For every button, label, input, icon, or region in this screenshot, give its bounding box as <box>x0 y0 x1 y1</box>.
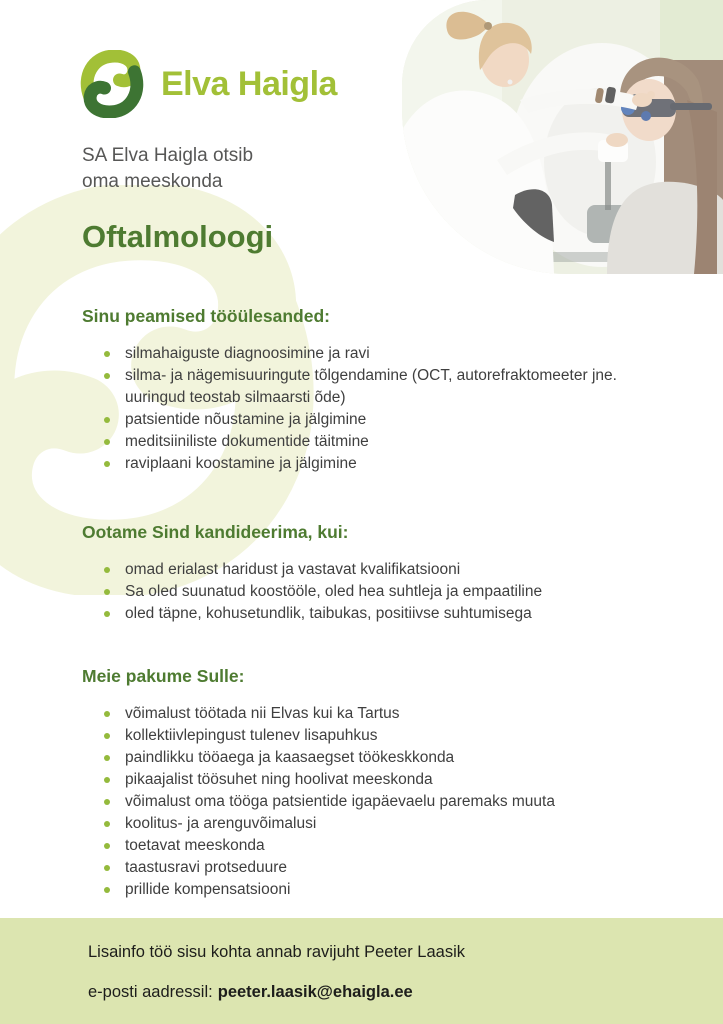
list-item: silmahaiguste diagnoosimine ja ravi <box>82 343 660 365</box>
elva-haigla-logo-icon <box>78 50 146 118</box>
email-label: e-posti aadressil: <box>88 983 213 1001</box>
list-item: võimalust oma tööga patsientide igapäevaelu paremaks muuta <box>82 791 660 813</box>
eye-exam-photo <box>402 0 723 274</box>
footer-band <box>0 918 723 1024</box>
section-requirements-heading: Ootame Sind kandideerima, kui: <box>82 522 349 542</box>
section-requirements <box>82 522 660 625</box>
list-item: omad erialast haridust ja vastavat kvalifikatsiooni <box>82 559 660 581</box>
list-item: raviplaani koostamine ja jälgimine <box>82 453 660 475</box>
list-item: paindlikku tööaega ja kaasaegset töökeskkonda <box>82 747 660 769</box>
list-item: patsientide nõustamine ja jälgimine <box>82 409 660 431</box>
offer-list <box>82 703 660 901</box>
intro-text <box>82 143 253 195</box>
section-offer <box>82 666 660 901</box>
list-item: prillide kompensatsiooni <box>82 879 660 901</box>
list-item: Sa oled suunatud koostööle, oled hea suhtleja ja empaatiline <box>82 581 660 603</box>
list-item: taastusravi protseduure <box>82 857 660 879</box>
contact-info: Lisainfo töö sisu kohta annab ravijuht Peeter Laasik <box>88 943 465 961</box>
section-tasks-heading: Sinu peamised tööülesanded: <box>82 306 330 326</box>
tasks-list <box>82 343 660 475</box>
intro-line1: SA Elva Haigla otsib <box>82 145 254 166</box>
email-line <box>0 981 723 1003</box>
eye-exam-photo-illustration <box>402 0 723 274</box>
list-item: silma- ja nägemisuuringute tõlgendamine (OCT, autorefraktomeeter jne. uuringud teostab silmaarsti õde) <box>82 365 660 409</box>
list-item: koolitus- ja arenguvõimalusi <box>82 813 660 835</box>
brand-name: Elva Haigla <box>161 64 337 103</box>
list-item: pikaajalist töösuhet ning hoolivat meeskonda <box>82 769 660 791</box>
brand-logo <box>78 50 337 118</box>
section-tasks <box>82 306 660 475</box>
email-address[interactable]: peeter.laasik@ehaigla.ee <box>217 983 413 1001</box>
list-item: võimalust töötada nii Elvas kui ka Tartus <box>82 703 660 725</box>
job-title: Oftalmoloogi <box>82 219 274 254</box>
list-item: meditsiiniliste dokumentide täitmine <box>82 431 660 453</box>
section-offer-heading: Meie pakume Sulle: <box>82 666 245 686</box>
list-item: kollektiivlepingust tulenev lisapuhkus <box>82 725 660 747</box>
list-item: oled täpne, kohusetundlik, taibukas, positiivse suhtumisega <box>82 603 660 625</box>
intro-line2: oma meeskonda <box>82 171 223 192</box>
list-item: toetavat meeskonda <box>82 835 660 857</box>
requirements-list <box>82 559 660 625</box>
